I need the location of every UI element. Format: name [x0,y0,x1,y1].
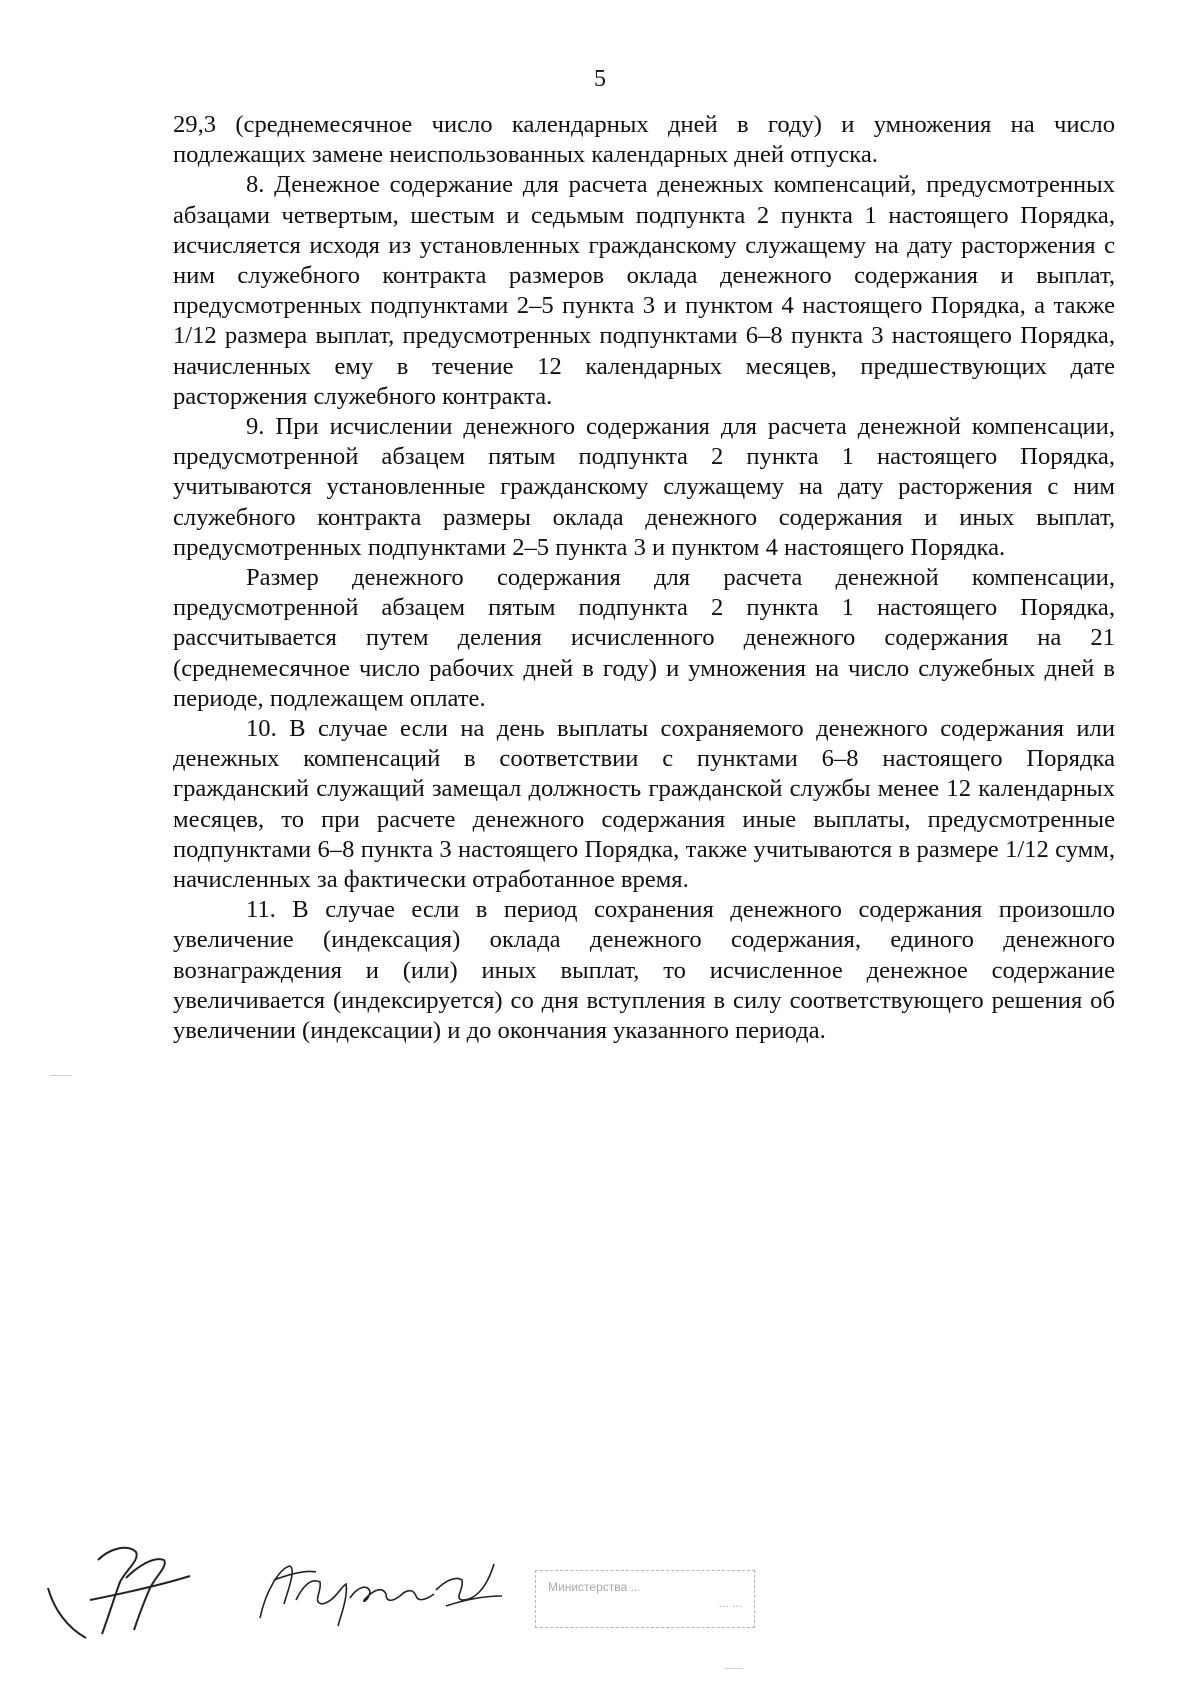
paragraph-item-9-size: Размер денежного содержания для расчета денежной компенсации, предусмотренной абзацем пятым подпункта 2 пункта 1 настоящего Порядка, рассчитывается путем деления исчисленного денежного содержания на 21 (среднемесячное число рабочих дней в году) и умножения на число служебных дней в периоде, подлежащем оплате. [173,564,1115,712]
document-body [173,110,1115,1046]
signature-initials [40,1530,200,1650]
page-number: 5 [594,66,606,92]
stamp-line-2: ... ... [718,1596,742,1610]
bottom-mark [725,1668,743,1669]
paragraph-1: 29,3 (среднемесячное число календарных дней в году) и умножения на число подлежащих замене неиспользованных календарных дней отпуска. [173,111,1115,169]
signature-area [40,1530,800,1660]
paragraph-item-8: 8. Денежное содержание для расчета денежных компенсаций, предусмотренных абзацами четвертым, шестым и седьмым подпункта 2 пункта 1 настоящего Порядка, исчисляется исходя из установленных гражданскому служащему на дату расторжения с ним служебного контракта размеров оклада денежного содержания и выплат, предусмотренных подпунктами 2–5 пункта 3 и пунктом 4 настоящего Порядка, а также 1/12 размера выплат, предусмотренных подпунктами 6–8 пункта 3 настоящего Порядка, начисленных ему в течение 12 календарных месяцев, предшествующих дате расторжения служебного контракта. [173,171,1115,410]
stamp-line-1: Министерства ... [548,1580,641,1594]
paragraph-item-11: 11. В случае если в период сохранения денежного содержания произошло увеличение (индексация) оклада денежного содержания, единого денежного вознаграждения и (или) иных выплат, то исчисленное денежное содержание увеличивается (индексируется) со дня вступления в силу соответствующего решения об увеличении (индексации) и до окончания указанного периода. [173,896,1115,1045]
paragraph-item-9: 9. При исчислении денежного содержания для расчета денежной компенсации, предусмотренной абзацем пятым подпункта 2 пункта 1 настоящего Порядка, учитываются установленные гражданскому служащему на дату расторжения с ним служебного контракта размеры оклада денежного содержания и иных выплат, предусмотренных подпунктами 2–5 пункта 3 и пунктом 4 настоящего Порядка. [173,413,1115,561]
stamp [535,1570,755,1628]
paragraph-item-10: 10. В случае если на день выплаты сохраняемого денежного содержания или денежных компенсаций в соответствии с пунктами 6–8 настоящего Порядка гражданский служащий замещал должность гражданской службы менее 12 календарных месяцев, то при расчете денежного содержания иные выплаты, предусмотренные подпунктами 6–8 пункта 3 настоящего Порядка, также учитываются в размере 1/12 сумм, начисленных за фактически отработанное время. [173,715,1115,894]
margin-mark [50,1075,72,1076]
signature-name [250,1540,510,1630]
